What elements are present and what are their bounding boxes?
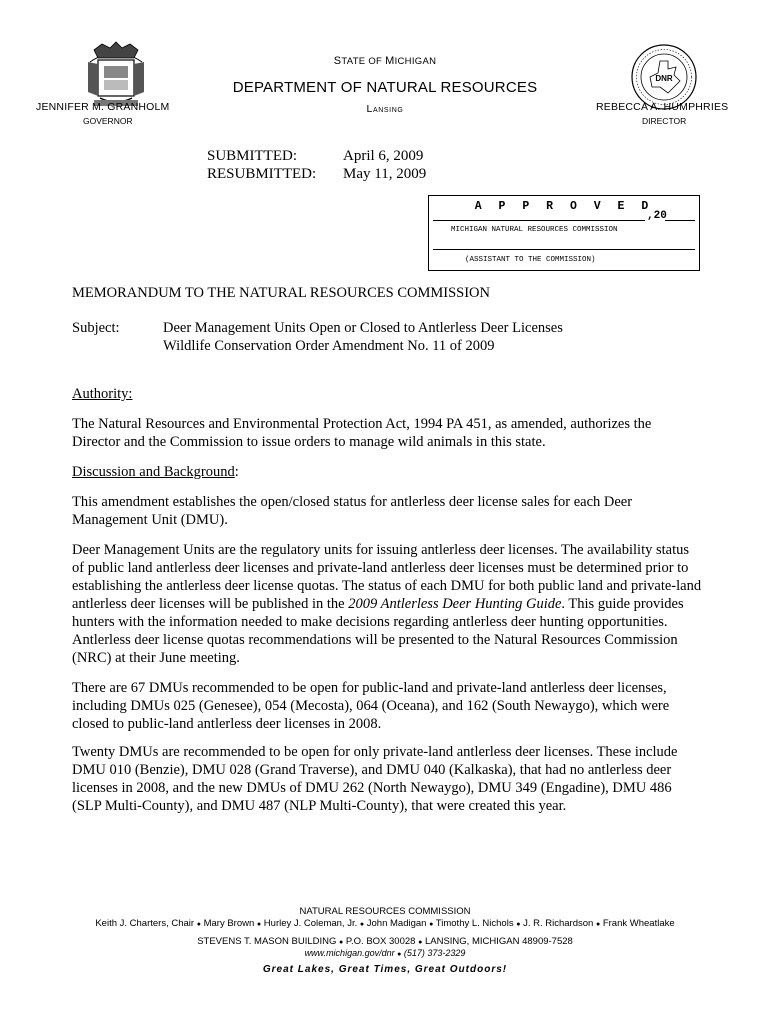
governor-name: JENNIFER M. GRANHOLM (36, 101, 170, 113)
approval-year-line (665, 220, 695, 221)
resubmitted-date: May 11, 2009 (343, 166, 427, 182)
paragraph-4: Twenty DMUs are recommended to be open for only private-land antlerless deer licenses. These include DMU 010 (Benzie), DMU 028 (Grand Traverse), and DMU 040 (Kalkaska), that had no antlerless deer licenses in 2008, and the new DMUs of DMU 262 (North Newaygo), DMU 349 (Engadine), DMU 486 (SLP Multi-County), and DMU 487 (NLP Multi-County), that were created this year. (72, 744, 678, 814)
subject-line-2: Wildlife Conservation Order Amendment No. 11 of 2009 (163, 338, 495, 354)
approved-title: A P P R O V E D (474, 200, 654, 213)
assistant-label: (ASSISTANT TO THE COMMISSION) (465, 256, 596, 264)
submitted-date: April 6, 2009 (343, 148, 424, 164)
authority-heading: Authority: (72, 386, 133, 402)
commission-label: MICHIGAN NATURAL RESOURCES COMMISSION (451, 226, 618, 234)
subject-text (163, 319, 723, 355)
resubmitted-label: RESUBMITTED: (207, 166, 317, 182)
city-label: Lansing (366, 103, 404, 115)
submitted-label: SUBMITTED: (207, 148, 297, 164)
department-title: DEPARTMENT OF NATURAL RESOURCES (232, 79, 538, 96)
director-name: REBECCA A. HUMPHRIES (596, 101, 729, 113)
footer-contact: www.michigan.gov/dnr ● (517) 373-2329 (304, 948, 466, 958)
footer-address: STEVENS T. MASON BUILDING ● P.O. BOX 30028 ● LANSING, MICHIGAN 48909-7528 (197, 936, 573, 947)
director-title: DIRECTOR (642, 116, 687, 126)
approval-box (428, 195, 700, 271)
subject-label: Subject: (72, 320, 120, 336)
subject-line-1: Deer Management Units Open or Closed to Antlerless Deer Licenses (163, 320, 563, 336)
footer-commission: NATURAL RESOURCES COMMISSION (299, 906, 471, 917)
dnr-seal-text: DNR (655, 74, 673, 83)
discussion-heading: Discussion and Background: (72, 464, 239, 480)
governor-title: GOVERNOR (83, 116, 133, 126)
assistant-signature-line (433, 249, 695, 250)
paragraph-3: There are 67 DMUs recommended to be open for public-land and private-land antlerless deer licenses, including DMUs 025 (Genesee), 054 (Mecosta), 064 (Oceana), and 162 (South Newaygo), which were closed to public-land antlerless deer licenses in 2008. (72, 680, 670, 732)
authority-paragraph: The Natural Resources and Environmental Protection Act, 1994 PA 451, as amended, authorizes the Director and the Commission to issue orders to manage wild animals in this state. (72, 416, 652, 450)
paragraph-1: This amendment establishes the open/closed status for antlerless deer license sales for each Deer Management Unit (DMU). (72, 494, 633, 528)
approval-year-label: ,20 (647, 210, 667, 222)
state-heading: STATE OF MICHIGAN (333, 55, 437, 67)
paragraph-2: Deer Management Units are the regulatory units for issuing antlerless deer licenses. The availability status of public land antlerless deer licenses and private-land antlerless deer licenses must be determined prior to establishing the antlerless deer license quotas. The status of each DMU for both public land and private-land antlerless deer licenses will be published in the 2009 Antlerless Deer Hunting Guide. This guide provides hunters with the information needed to make decisions regarding antlerless deer hunting opportunities. Antlerless deer license quotas recommendations will be presented to the Natural Resources Commission (NRC) at their June meeting. (72, 542, 702, 666)
footer-website-link[interactable]: www.michigan.gov/dnr (304, 948, 395, 958)
approval-date-line (433, 220, 645, 221)
footer-slogan: Great Lakes, Great Times, Great Outdoors! (262, 964, 508, 975)
memo-title: MEMORANDUM TO THE NATURAL RESOURCES COMMISSION (72, 285, 491, 301)
footer-phone: (517) 373-2329 (403, 948, 466, 958)
footer-members: Keith J. Charters, Chair ● Mary Brown ● Hurley J. Coleman, Jr. ● John Madigan ● Timothy L. Nichols ● J. R. Richardson ● Frank Wheatlake (95, 918, 675, 929)
